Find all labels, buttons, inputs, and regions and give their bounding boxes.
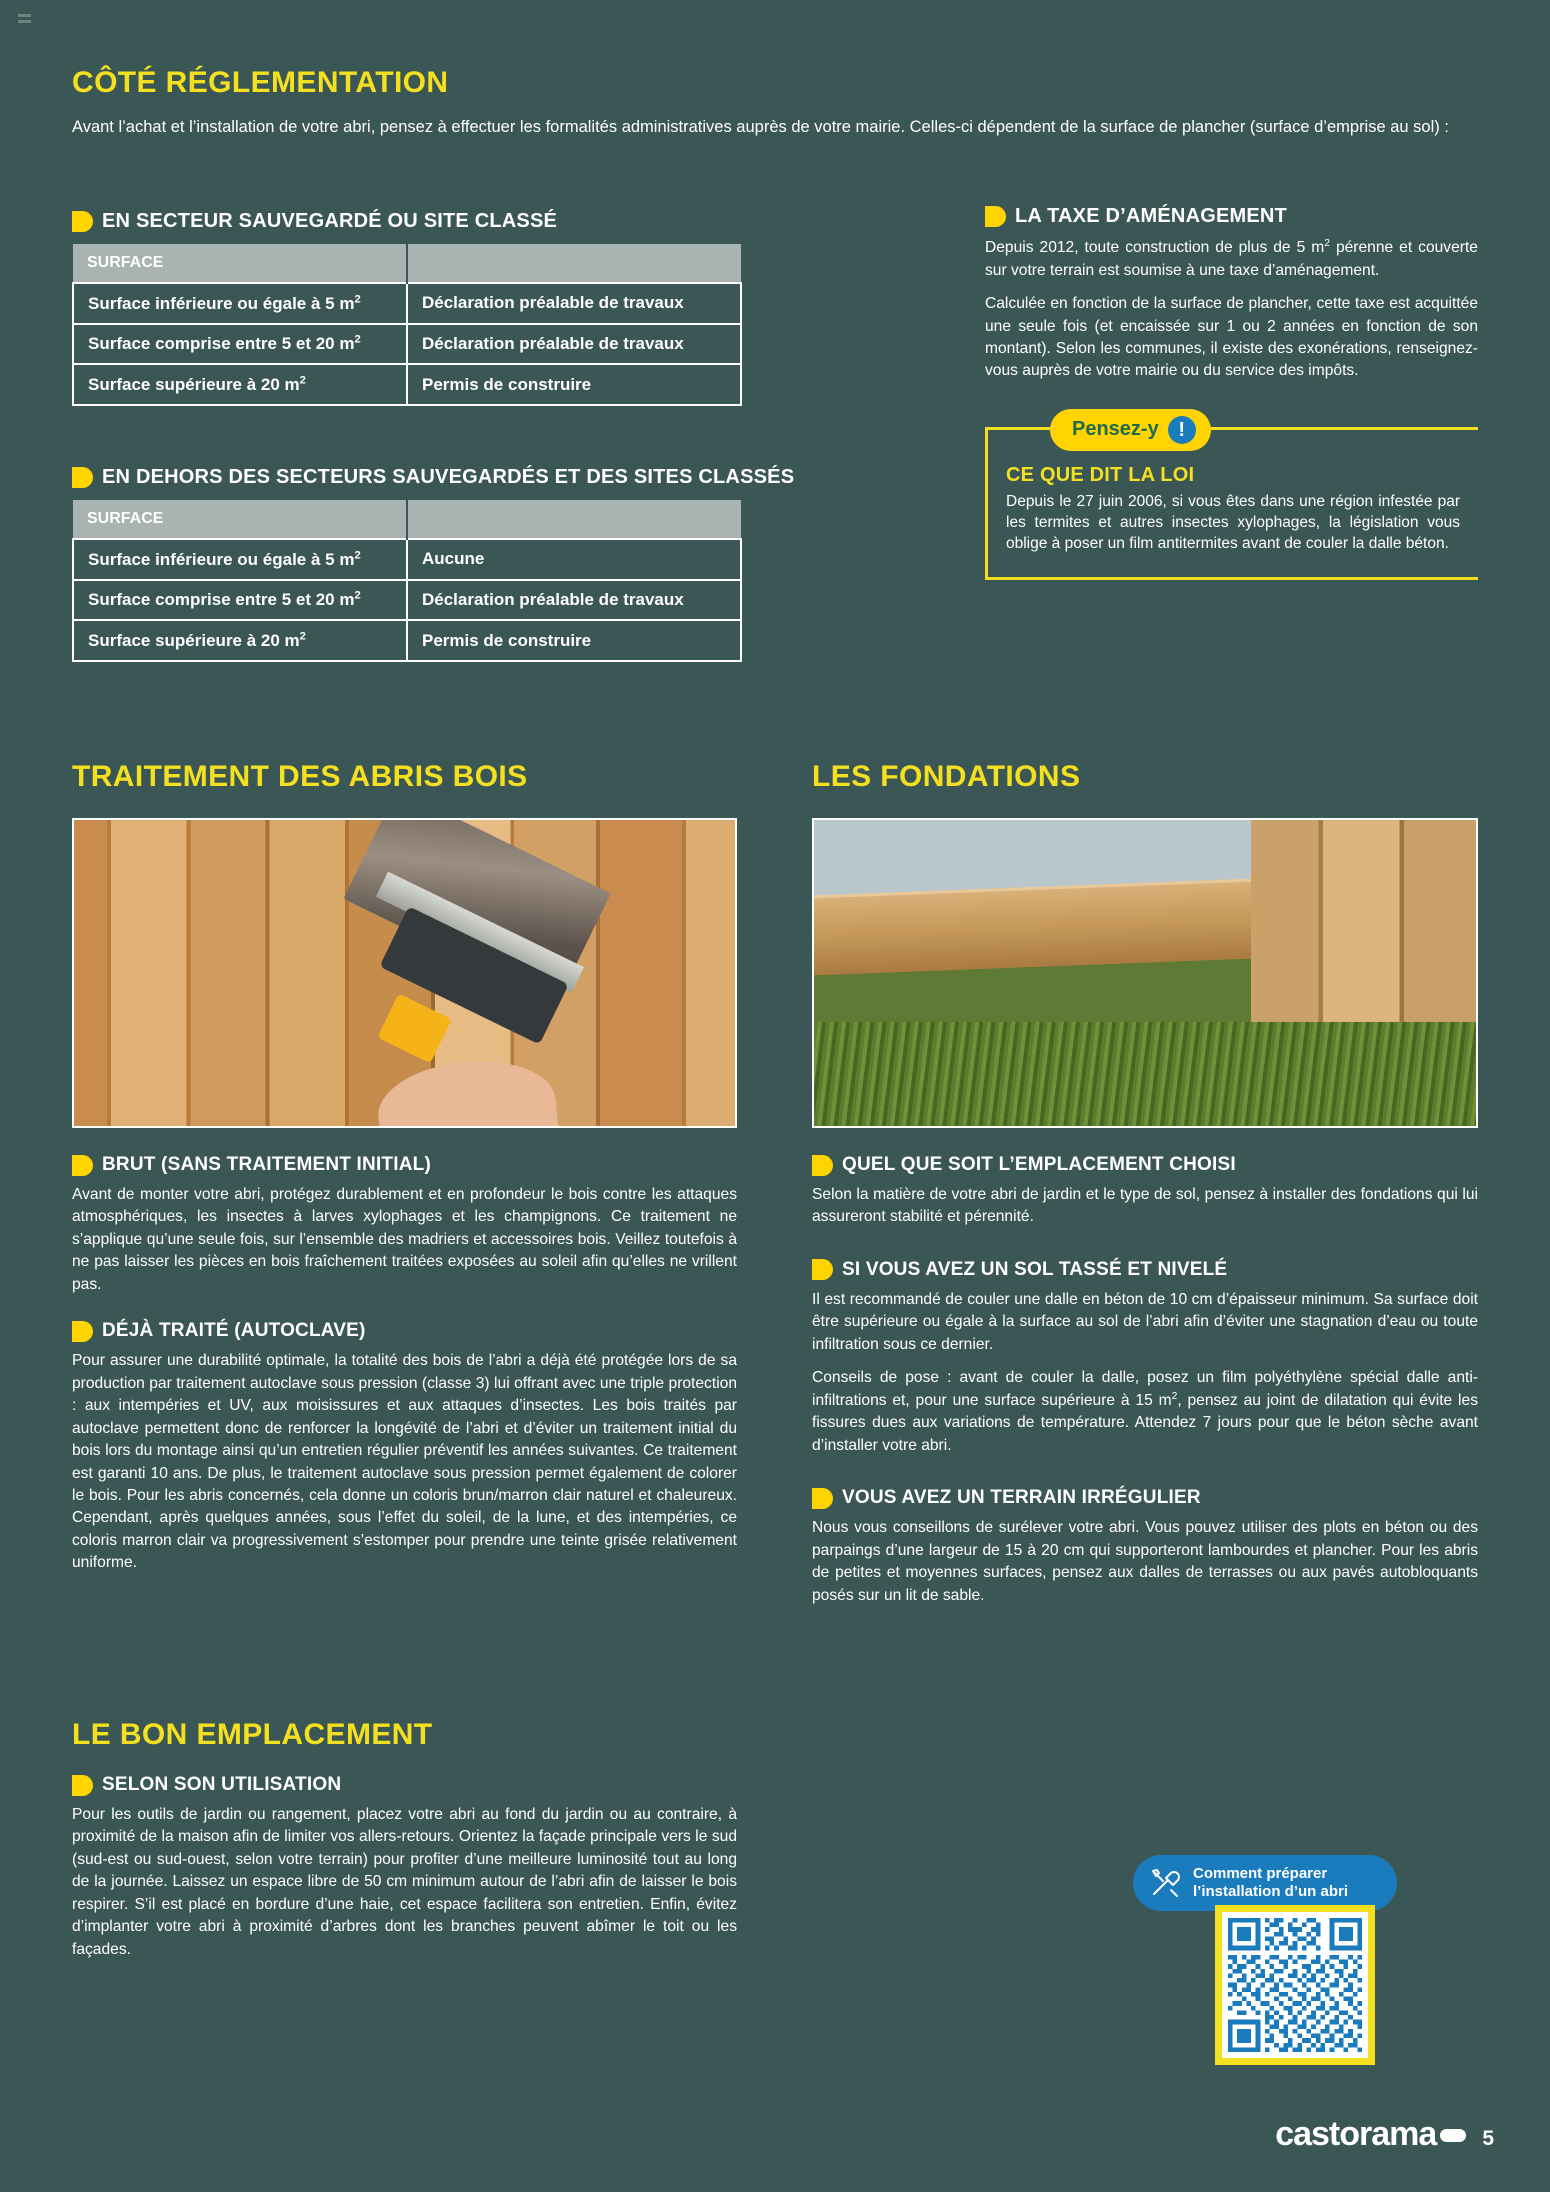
exclamation-icon: ! [1168,416,1196,444]
regulation-intro: Avant l’achat et l’installation de votre abri, pensez à effectuer les formalités administratives auprès de votre mairie. Celles-ci dépendent de la surface de plancher (surface d’emprise au sol) : [72,118,1449,136]
flag-icon [72,1775,93,1796]
emplacement-utilisation-heading-label: SELON SON UTILISATION [102,1774,342,1795]
table1-col-formality [407,244,741,283]
table-row [73,364,741,405]
table1-heading [72,210,742,233]
tax-paragraph-2 [985,293,1478,383]
cell-surface [73,580,407,621]
cell-text: Surface inférieure ou égale à 5 $m^2$ [88,293,361,313]
table1-col-surface: SURFACE [73,244,407,283]
emplacement-utilisation-heading [72,1774,737,1796]
flag-icon [812,1155,833,1176]
wood-beam [814,879,1251,975]
foundations-section [812,760,1478,1607]
cell-formality: Permis de construire [407,364,741,405]
tax-section [985,205,1478,580]
table2-col-formality [407,500,741,539]
tools-icon [1149,1866,1183,1900]
qr-code[interactable] [1215,1905,1375,2065]
brand-logo [1275,2115,1466,2154]
treatment-autoclave-heading [72,1320,737,1342]
promo-pill-text [1193,1865,1348,1901]
table1-heading-label: EN SECTEUR SAUVEGARDÉ OU SITE CLASSÉ [102,210,558,232]
foundations-terrain-paragraph: Nous vous conseillons de surélever votre abri. Vous pouvez utiliser des plots en béton ou des parpaings d’une largeur de 15 à 20 cm qui supporteront lambourdes et plancher. Pour les abris de petites et moyennes surfaces, pensez aux dalles de terrasses ou aux pavés autobloquants posés sur un lit de sable. [812,1519,1478,1604]
flag-icon [72,1155,93,1176]
foundations-title: LES FONDATIONS [812,760,1081,793]
foundations-photo [812,818,1478,1128]
treatment-title: TRAITEMENT DES ABRIS BOIS [72,760,528,793]
grass [814,1022,1476,1126]
table-header-row [73,244,741,283]
emplacement-section [72,1718,737,1961]
foundations-sol-paragraph-2: Conseils de pose : avant de couler la dalle, posez un film polyéthylène spécial dalle anti-infiltrations et, pour une surface supérieure à 15 $m^2$, pensez au joint de dilatation qui évite les fissures dues aux variations de température. Attendez 7 jours pour que le béton sèche avant d’installer votre abri. [812,1369,1478,1454]
regulation-tables [72,210,942,662]
foundations-sol-heading [812,1259,1478,1281]
cell-formality: Déclaration préalable de travaux [407,580,741,621]
table-header-row [73,500,741,539]
table2-heading [72,466,932,489]
treatment-brut-paragraph: Avant de monter votre abri, protégez durablement et en profondeur le bois contre les attaques atmosphériques, les insectes à larves xylophages et les champignons. Ce traitement ne s’applique qu’une seule fois, sur l’ensemble des madriers et accessoires bois. Veillez toutefois à ne pas laisser les pièces en bois fraîchement traitées exposées au soleil afin qu’elles ne vrillent pas. [72,1186,737,1293]
table-row [73,283,741,324]
flag-icon [72,467,93,488]
table2-heading-label: EN DEHORS DES SECTEURS SAUVEGARDÉS ET DES SITES CLASSÉS [102,465,795,488]
cell-formality: Déclaration préalable de travaux [407,283,741,324]
foundations-block-emplacement [812,1154,1478,1229]
foundations-block-terrain [812,1487,1478,1607]
table-secteur-sauvegarde [72,244,742,406]
regulation-section [72,66,1478,139]
table1-block [72,210,742,406]
promo-line-2: l’installation d’un abri [1193,1883,1349,1900]
tax-p1-text: Depuis 2012, toute construction de plus de 5 $m^2$ pérenne et couverte sur votre terrain est soumise à une taxe d’aménagement. [985,238,1478,279]
cell-text: Surface comprise entre 5 et 20 $m^2$ [88,589,361,610]
treatment-block-autoclave [72,1320,737,1575]
foundations-sol-paragraph-1: Il est recommandé de couler une dalle en béton de 10 cm d’épaisseur minimum. Sa surface doit être supérieure ou égale à la surface au sol de l’abri afin d’éviter une stagnation d’eau ou toute infiltration sous ce dernier. [812,1290,1478,1353]
pensez-y-badge [1050,409,1211,451]
cell-text: Surface inférieure ou égale à 5 $m^2$ [88,548,361,569]
cell-surface [73,620,407,661]
promo-block[interactable] [1195,1855,1395,2065]
table2-block [72,466,932,662]
tax-p2-text: Calculée en fonction de la surface de plancher, cette taxe est acquittée une seule fois (et encaissée sur 1 ou 2 années en fonction de son montant). Selon les communes, il existe des exonérations, renseignez-vous auprès de votre mairie ou du service des impôts. [985,295,1478,380]
cell-text: Surface supérieure à 20 $m^2$ [88,630,306,650]
table2-col-surface: SURFACE [73,500,407,539]
tax-heading-label: LA TAXE D’AMÉNAGEMENT [1015,205,1287,227]
emplacement-block-utilisation [72,1774,737,1961]
cell-surface [73,324,407,365]
treatment-autoclave-paragraph: Pour assurer une durabilité optimale, la totalité des bois de l’abri a déjà été protégée lors de sa production par traitement autoclave sous pression (classe 3) lui offrant avec une triple protection : aux intempéries et UV, aux moisissures et aux attaques d’insectes. Les bois traités par autoclave permettent donc de renforcer la longévité de l’abri et d’éviter un traitement initial du bois lors du montage ainsi qu’un entretien régulier préventif les années suivantes. Ce traitement est garanti 10 ans. De plus, le traitement autoclave sous pression permet également de colorer le bois. Pour les abris concernés, cela donne un coloris brun/marron clair naturel et chaleureux. Cependant, après quelques années, sous l’effet du soleil, de la lune, et des intempéries, ce coloris marron clair va progressivement s’estomper pour prendre une teinte grisée relativement uniforme. [72,1352,737,1572]
cell-formality: Déclaration préalable de travaux [407,324,741,365]
flag-icon [72,1321,93,1342]
page-number: 5 [1482,2127,1494,2150]
treatment-autoclave-heading-label: DÉJÀ TRAITÉ (AUTOCLAVE) [102,1320,366,1342]
cell-formality: Aucune [407,539,741,580]
treatment-block-brut [72,1154,737,1296]
crop-mark [18,14,31,17]
foundations-terrain-heading-label: VOUS AVEZ UN TERRAIN IRRÉGULIER [842,1487,1201,1509]
brush-handle [377,993,452,1063]
table-row [73,324,741,365]
callout-text: Depuis le 27 juin 2006, si vous êtes dans une région infestée par les termites et autres insectes xylophages, la législation vous oblige à poser un film antitermites avant de couler la dalle béton. [1006,492,1460,552]
foundations-emplacement-heading [812,1154,1478,1176]
page-title: CÔTÉ RÉGLEMENTATION [72,66,449,99]
tax-paragraph-1 [985,237,1478,282]
foundations-sol-heading-label: SI VOUS AVEZ UN SOL TASSÉ ET NIVELÉ [842,1258,1228,1280]
cell-surface [73,539,407,580]
foundations-emplacement-paragraph: Selon la matière de votre abri de jardin et le type de sol, pensez à installer des fondations qui lui assureront stabilité et pérennité. [812,1186,1478,1226]
hand [374,1053,561,1128]
treatment-photo [72,818,737,1128]
brand-dot-icon [1440,2129,1466,2142]
promo-line-1: Comment préparer [1193,1865,1328,1882]
tax-heading [985,205,1478,228]
flag-icon [985,206,1006,227]
cell-surface [73,364,407,405]
promo-pill[interactable] [1133,1855,1397,1911]
table-row [73,620,741,661]
treatment-brut-heading-label: BRUT (SANS TRAITEMENT INITIAL) [102,1154,431,1175]
flag-icon [812,1488,833,1509]
flag-icon [812,1259,833,1280]
cell-text: Surface comprise entre 5 et 20 $m^2$ [88,333,361,354]
treatment-section [72,760,737,1575]
footer [0,2115,1550,2154]
emplacement-utilisation-paragraph: Pour les outils de jardin ou rangement, placez votre abri au fond du jardin ou au contraire, à proximité de la maison afin de limiter vos allers-retours. Orientez la façade principale vers le sud (sud-est ou sud-ouest, selon votre terrain) pour profiter d’une meilleure luminosité tout au long de la journée. Laissez un espace libre de 50 cm minimum autour de l’abri afin de laisser le bois respirer. S’il est placé en bordure d’une haie, cet espace facilitera son entretien. Enfin, évitez d’implanter votre abri à proximité d’arbres dont les branches peuvent abîmer le toit ou les façades. [72,1806,737,1958]
cell-formality: Permis de construire [407,620,741,661]
foundations-emplacement-heading-label: QUEL QUE SOIT L’EMPLACEMENT CHOISI [842,1154,1236,1175]
pensez-y-callout [985,418,1478,580]
foundations-terrain-heading [812,1487,1478,1509]
treatment-brut-heading [72,1154,737,1176]
pensez-y-label: Pensez-y [1072,418,1159,441]
callout-title: CE QUE DIT LA LOI [1006,463,1195,486]
foundations-block-sol-tasse [812,1259,1478,1457]
table-row [73,580,741,621]
table-row [73,539,741,580]
flag-icon [72,211,93,232]
brand-text: castorama [1275,2115,1437,2153]
cell-text: Surface supérieure à 20 $m^2$ [88,374,306,394]
table-hors-secteur [72,500,742,662]
cell-surface [73,283,407,324]
emplacement-title: LE BON EMPLACEMENT [72,1718,433,1751]
